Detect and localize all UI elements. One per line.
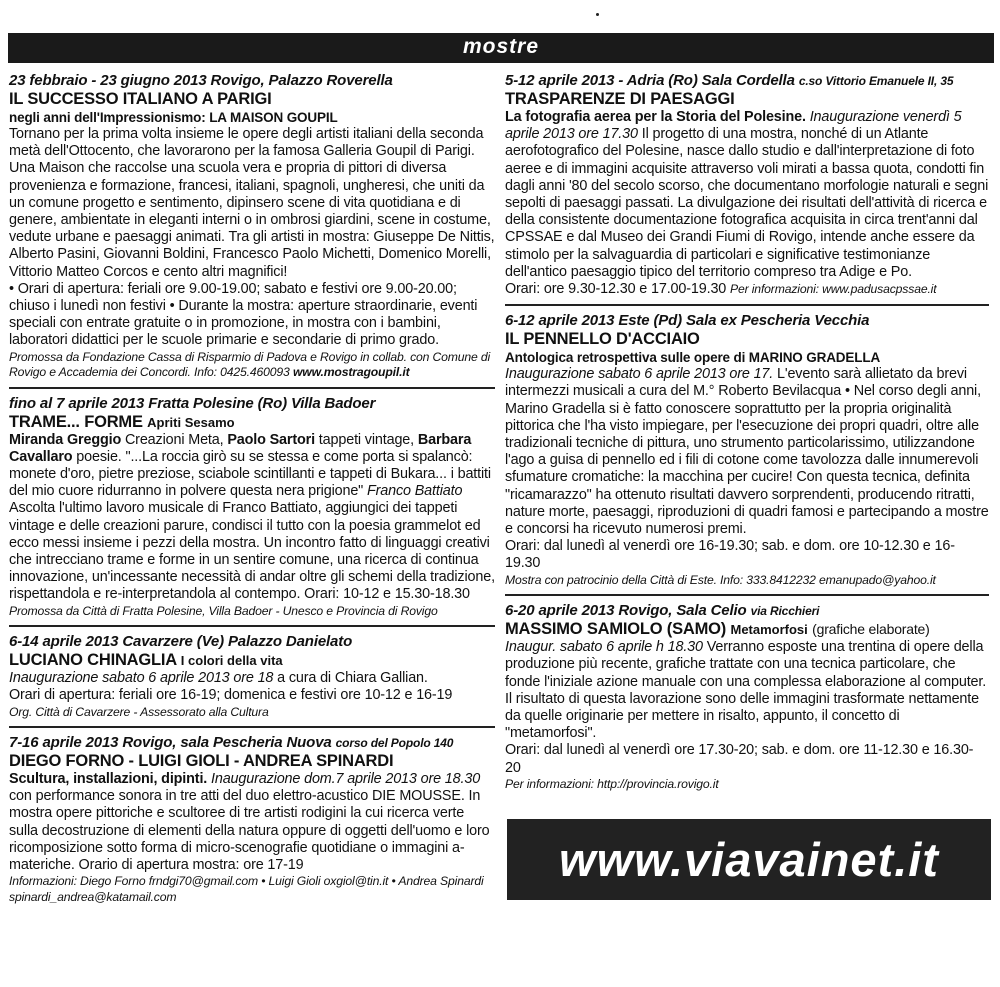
article-artists [9,432,495,501]
body-text: L'evento sarà allietato da brevi intermezzi musicali a cura del M.° Roberto Bevilacqua • Nel corso degli anni, Marino Gradella si è fatto conoscere soprattutto per la propria originalità pittorica che l'ha visto impiegare, per l'esecuzione dei propri quadri, oltre alle tradizionali tecniche di pittura, uno strumento particolarissimo, utilizzandone l'ago a guisa di pennello ed i fili di cotone come tavolozza dalle innumerevoli sfumature cromatiche: la macchina per cucire! Con questa tecnica, definita "ricamarazzo" ha ottenuto risultati davvero sorprendenti, producendo ritratti, nature morte, paesaggi, riproduzioni di quadri famosi e partecipando a mostre e concorsi ha ricevuto numerosi premi. [505,366,989,538]
body-text: Verranno esposte una trentina di opere della produzione più recente, grafiche trattate con una tecnica particolare, che fonde l'iniziale azione manuale con una complessa elaborazione al computer. Il risultato di questa lavorazione sono delle immagini trasformate nettamente da quelle originarie per mettere in risalto, appunto, il concetto di "metamorfosi". [505,639,987,742]
article-trasparenze [505,66,989,306]
title-main: MASSIMO SAMIOLO (SAMO) [505,620,727,639]
title-sub: Apriti Sesamo [147,414,235,430]
artist-desc: tappeti vintage, [314,431,418,448]
article-body [505,639,989,742]
article-goupil [9,66,495,389]
section-header [8,33,994,63]
article-meta: 6-12 aprile 2013 Este (Pd) Sala ex Pescheria Vecchia [505,312,870,330]
article-hours: Orari: dal lunedì al venerdì ore 16-19.30; sab. e dom. ore 10-12.30 e 16-19.30 [505,538,955,572]
article-credit: Mostra con patrocinio della Città di Este. Info: 333.8412232 emanupado@yahoo.it [505,572,936,587]
meta-main: 5-12 aprile 2013 - Adria (Ro) Sala Cordella [505,72,795,89]
article-trame-forme [9,389,495,628]
website-banner[interactable] [507,819,991,900]
article-meta [505,602,989,620]
article-body: Ascolta l'ultimo lavoro musicale di Franco Battiato, aggiungici dei tappeti vintage e delle creazioni parure, condisci il tutto con la poesia grammelot ed ecco messi insieme i pezzi della mostra. Un incontro fatto di linguaggi creativi che intrecciano trame e forme in un sentire comune, una ricerca di continua innovazione, un'incessante necessità di andar oltre gli schemi della tradizione, rispettandola e re-interpretandola al contempo. Orari: 10-12 e 15.30-18.30 [9,500,495,603]
article-meta: fino al 7 aprile 2013 Fratta Polesine (Ro) Villa Badoer [9,394,376,412]
article-subtitle: negli anni dell'Impressionismo: LA MAISON GOUPIL [9,110,338,125]
article-title: IL PENNELLO D'ACCIAIO [505,330,700,349]
article-meta [9,734,495,752]
title-sub: I colori della vita [180,653,283,669]
lead-text: Scultura, installazioni, dipinti. [9,771,208,788]
article-credit: Promossa da Città di Fratta Polesine, Villa Badoer - Unesco e Provincia di Rovigo [9,603,438,618]
title-main: LUCIANO CHINAGLIA [9,651,177,670]
article-meta: 23 febbraio - 23 giugno 2013 Rovigo, Palazzo Roverella [9,72,393,89]
article-title: TRASPARENZE DI PAESAGGI [505,90,735,108]
article-samiolo [505,596,989,798]
article-meta: 6-14 aprile 2013 Cavarzere (Ve) Palazzo Danielato [9,633,353,651]
article-title [9,651,495,670]
right-column [505,66,989,798]
opening-date: Inaugurazione sabato 6 aprile 2013 ore 18 [9,670,274,687]
article-hours: Orari: dal lunedì al venerdì ore 17.30-20; sab. e dom. ore 11-12.30 e 16.30-20 [505,742,974,776]
opening-date: Inaugur. sabato 6 aprile h 18.30 [505,639,703,656]
left-column [9,66,495,911]
article-body [505,109,989,281]
article-body [9,771,495,874]
article-opening [9,670,495,687]
body-text: Il progetto di una mostra, nonché di un Atlante aerofotografico del Polesine, nasce dallo studio e dall'interpretazione di foto aeree e di immagini acquisite attraverso voli mirati a bassa quota, condotti fin dagli anni '80 del secolo scorso, che documentano morfologie naturali e segni sepolti di paesaggi passati. La divulgazione dei risultati dell'attività di ricerca e della consistente documentazione fotografica acquisita in circa trent'anni dal CPSSAE e dal Museo dei Grandi Fiumi di Rovigo, intende anche essere da stimolo per la salvaguardia di particolari e significative testimonianze dell'antico paesaggio tipico del territorio compreso tra Adige e Po. [505,126,989,280]
opening-date: Inaugurazione venerdì 5 aprile 2013 ore 17.30 [505,109,962,143]
article-body: Tornano per la prima volta insieme le opere degli artisti italiani della seconda metà dell'Ottocento, che lavorarono per la famosa Galleria Goupil di Parigi. Una Maison che raccolse una scuola vera e propria di pittori di diversa provenienza e formazione, francesi, italiani, spagnoli, ungheresi, che uniti da un comune progetto e sentimento, dipinsero scene di vita quotidiana e di genere, ambientate in eleganti interni o in ombrosi giardini, scene in costume, vedute urbane e paesaggi animati. Tra gli artisti in mostra: Giuseppe De Nittis, Alberto Pasini, Giovanni Boldini, Francesco Paolo Michetti, Domenico Morelli, Vittorio Matteo Corcos e cento altri magnifici! [9,126,495,280]
article-title [505,620,989,639]
opening-rest: a cura di Chiara Gallian. [273,670,428,687]
opening-date: Inaugurazione dom.7 aprile 2013 ore 18.30 [207,771,481,788]
meta-address: via Ricchieri [750,604,820,619]
article-credit: Org. Città di Cavarzere - Assessorato alla Cultura [9,704,269,719]
article-chinaglia [9,627,495,728]
article-title: DIEGO FORNO - LUIGI GIOLI - ANDREA SPINARDI [9,752,394,771]
title-main: TRAME... FORME [9,412,143,431]
article-meta [505,72,989,90]
article-body [505,366,989,538]
article-title [9,413,495,432]
meta-main: 7-16 aprile 2013 Rovigo, sala Pescheria Nuova [9,734,332,752]
artist-name: Miranda Greggio [9,431,122,448]
artist-desc: poesie. "...La roccia girò su se stessa e come porta si spalancò: monete d'oro, pietre preziose, sciabole scintillanti e tappeti di Bukara... i battiti del mio cuore ridurranno in polvere questa nera prigione" [9,448,491,500]
title-sub: Metamorfosi [730,622,808,638]
meta-main: 6-20 aprile 2013 Rovigo, Sala Celio [505,602,747,620]
article-forno-gioli-spinardi [9,728,495,911]
banner-text: www.viavainet.it [559,833,939,886]
artist-name: Barbara Cavallaro [9,431,472,465]
title-note: (grafiche elaborate) [812,621,930,638]
article-credit: Informazioni: Diego Forno frndgi70@gmail.com • Luigi Gioli oxgiol@tin.it • Andrea Spinardi spinardi_andrea@katamail.com [9,874,484,904]
article-subtitle: Antologica retrospettiva sulle opere di MARINO GRADELLA [505,350,881,366]
hours-text: Orari: ore 9.30-12.30 e 17.00-19.30 [505,281,730,298]
credit-text: Promossa da Fondazione Cassa di Risparmio di Padova e Rovigo in collab. con Comune di Rovigo e Accademia dei Concordi. Info: 0425.460093 [9,349,491,380]
article-pennello-acciaio [505,306,989,596]
lead-text: La fotografia aerea per la Storia del Polesine. [505,109,806,125]
article-credit [9,350,495,381]
article-title: IL SUCCESSO ITALIANO A PARIGI [9,90,272,108]
artist-desc: Creazioni Meta, [121,431,228,448]
print-speck [596,13,599,16]
section-title: mostre [462,35,540,58]
meta-address: corso del Popolo 140 [335,736,454,751]
opening-date: Inaugurazione sabato 6 aprile 2013 ore 17. [505,366,774,383]
info-link[interactable]: Per informazioni: www.padusacpssae.it [730,282,937,297]
article-hours: • Orari di apertura: feriali ore 9.00-19.00; sabato e festivi ore 9.00-20.00; chiuso i lunedì non festivi • Durante la mostra: aperture straordinarie, eventi speciali con entrate gratuite o in promozione, in mostra con i bambini, laboratori didattici per le scuole primarie e secondarie di primo grado. [9,280,478,349]
quote-author: Franco Battiato [367,483,463,500]
info-link[interactable]: Per informazioni: http://provincia.rovigo.it [505,776,719,791]
artist-name: Paolo Sartori [227,431,315,448]
meta-address: c.so Vittorio Emanuele II, 35 [798,74,954,88]
article-hours: Orari di apertura: feriali ore 16-19; domenica e festivi ore 10-12 e 16-19 [9,687,453,704]
website-link[interactable]: www.mostragoupil.it [292,365,410,380]
body-text: con performance sonora in tre atti del duo elettro-acustico DIE MOUSSE. In mostra opere pittoriche e scultoree di tre artisti rodigini la cui ricerca verte sulla decostruzione di elementi della natura oppure di oggetti dell'uomo e loro ricomposizione sotto forma di micro-scenografie quotidiane o immagini a-materiche. Orario di apertura mostra: ore 17-19 [9,788,490,874]
article-hours [505,281,989,298]
